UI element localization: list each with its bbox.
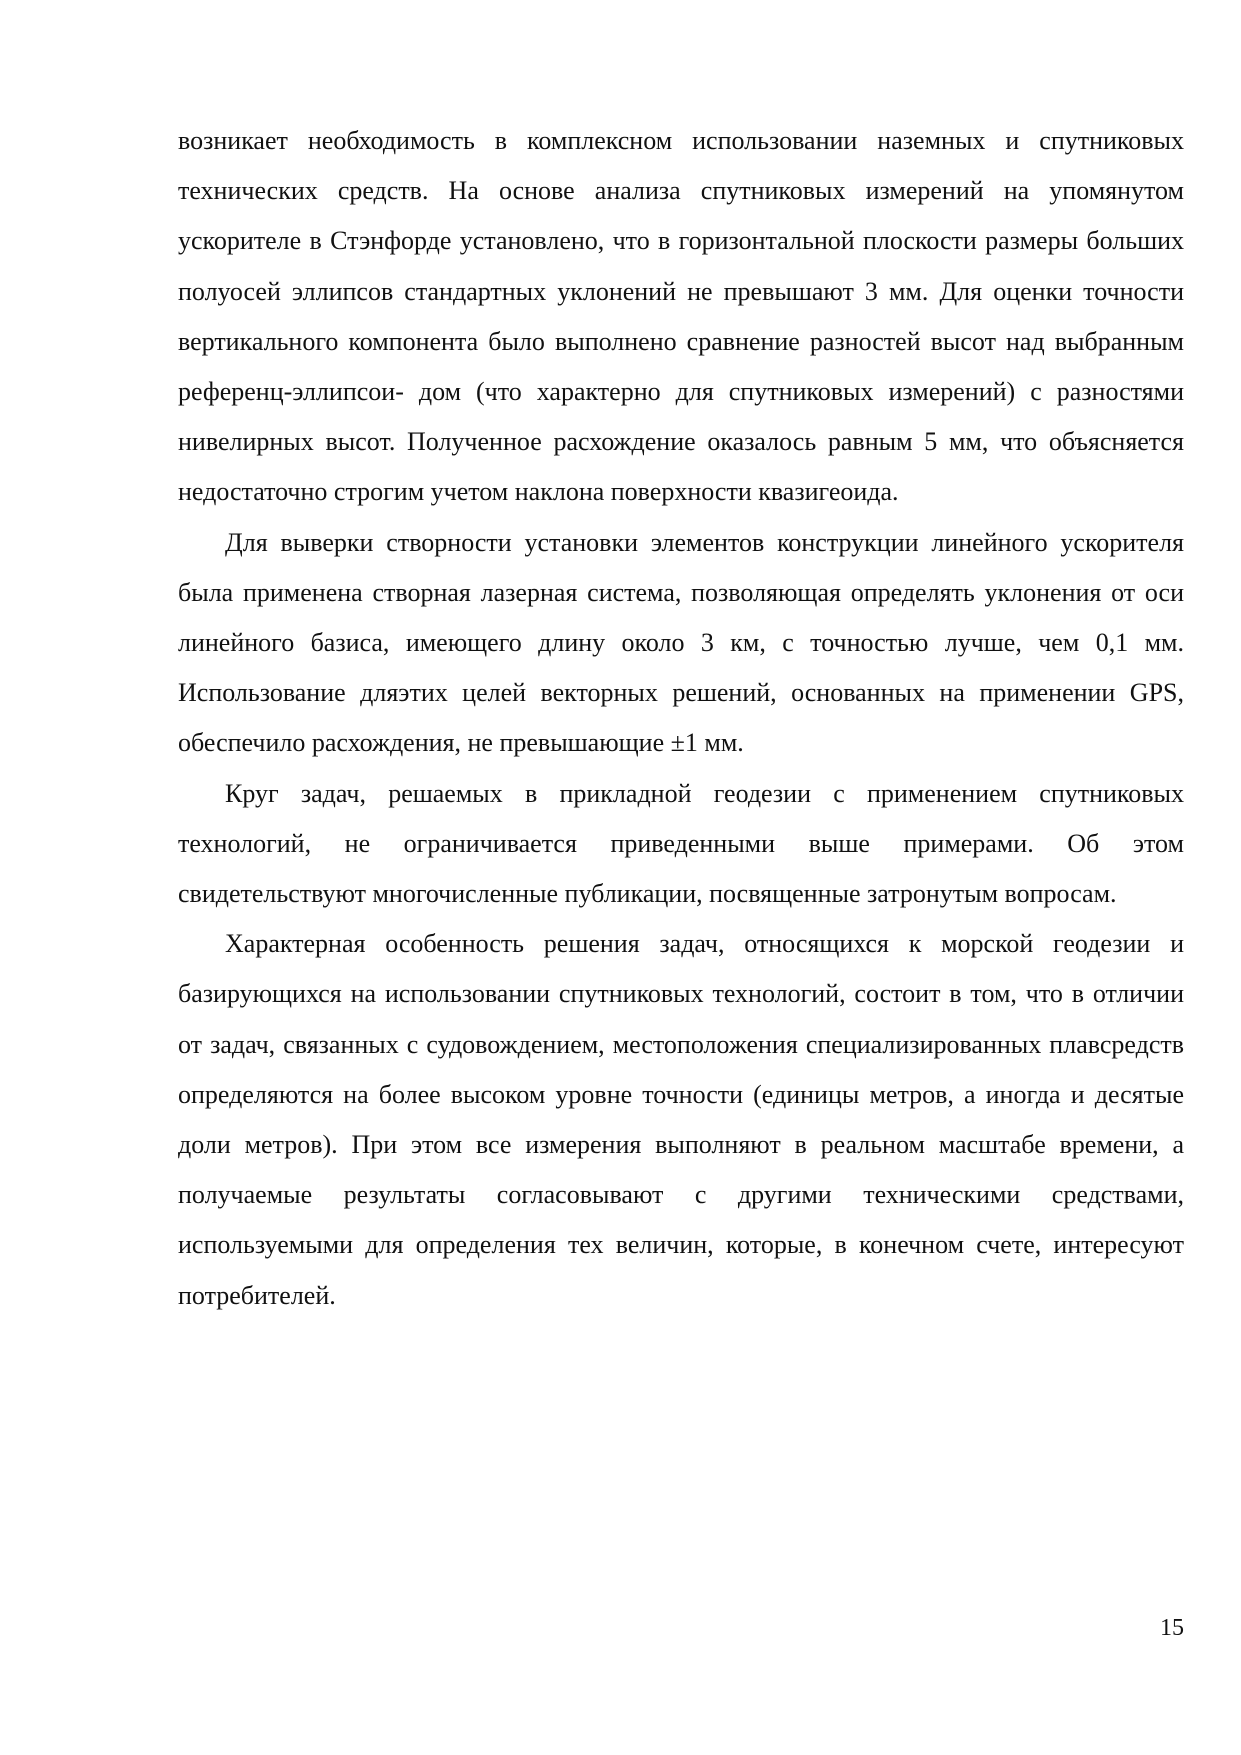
paragraph-1: возникает необходимость в комплексном использовании наземных и спутниковых технических средств. На основе анализа спутниковых измерений на упомянутом ускорителе в Стэнфорде установлено, что в горизонтальной плоскости размеры больших полуосей эллипсов стандартных уклонений не превышают 3 мм. Для оценки точности вертикального компонента было выполнено сравнение разностей высот над выбранным референц-эллипсои- дом (что характерно для спутниковых измерений) с разностями нивелирных высот. Полученное расхождение оказалось равным 5 мм, что объясняется недостаточно строгим учетом наклона поверхности квазигеоида. [178,126,1184,507]
page-number: 15 [1160,1615,1184,1641]
paragraph-2: Для выверки створности установки элементов конструкции линейного ускорителя была применена створная лазерная система, позволяющая определять уклонения от оси линейного базиса, имеющего длину около 3 км, с точностью лучше, чем 0,1 мм. Использование дляэтих целей векторных решений, основанных на применении GPS, обеспечило расхождения, не превышающие ±1 мм. [178,527,1184,758]
paragraph-3: Круг задач, решаемых в прикладной геодезии с применением спутниковых технологий, не ограничивается приведенными выше примерами. Об этом свидетельствуют многочисленные публикации, посвященные затронутым вопросам. [178,778,1184,909]
paragraph-4: Характерная особенность решения задач, относящихся к морской геодезии и базирующихся на использовании спутниковых технологий, состоит в том, что в отличии от задач, связанных с судовождением, местоположения специализированных плавсредств определяются на более высоком уровне точности (единицы метров, а иногда и десятые доли метров). При этом все измерения выполняют в реальном масштабе времени, а получаемые результаты согласовывают с другими техническими средствами, используемыми для определения тех величин, которые, в конечном счете, интересуют потребителей. [178,929,1184,1310]
body-text [178,116,1184,1321]
